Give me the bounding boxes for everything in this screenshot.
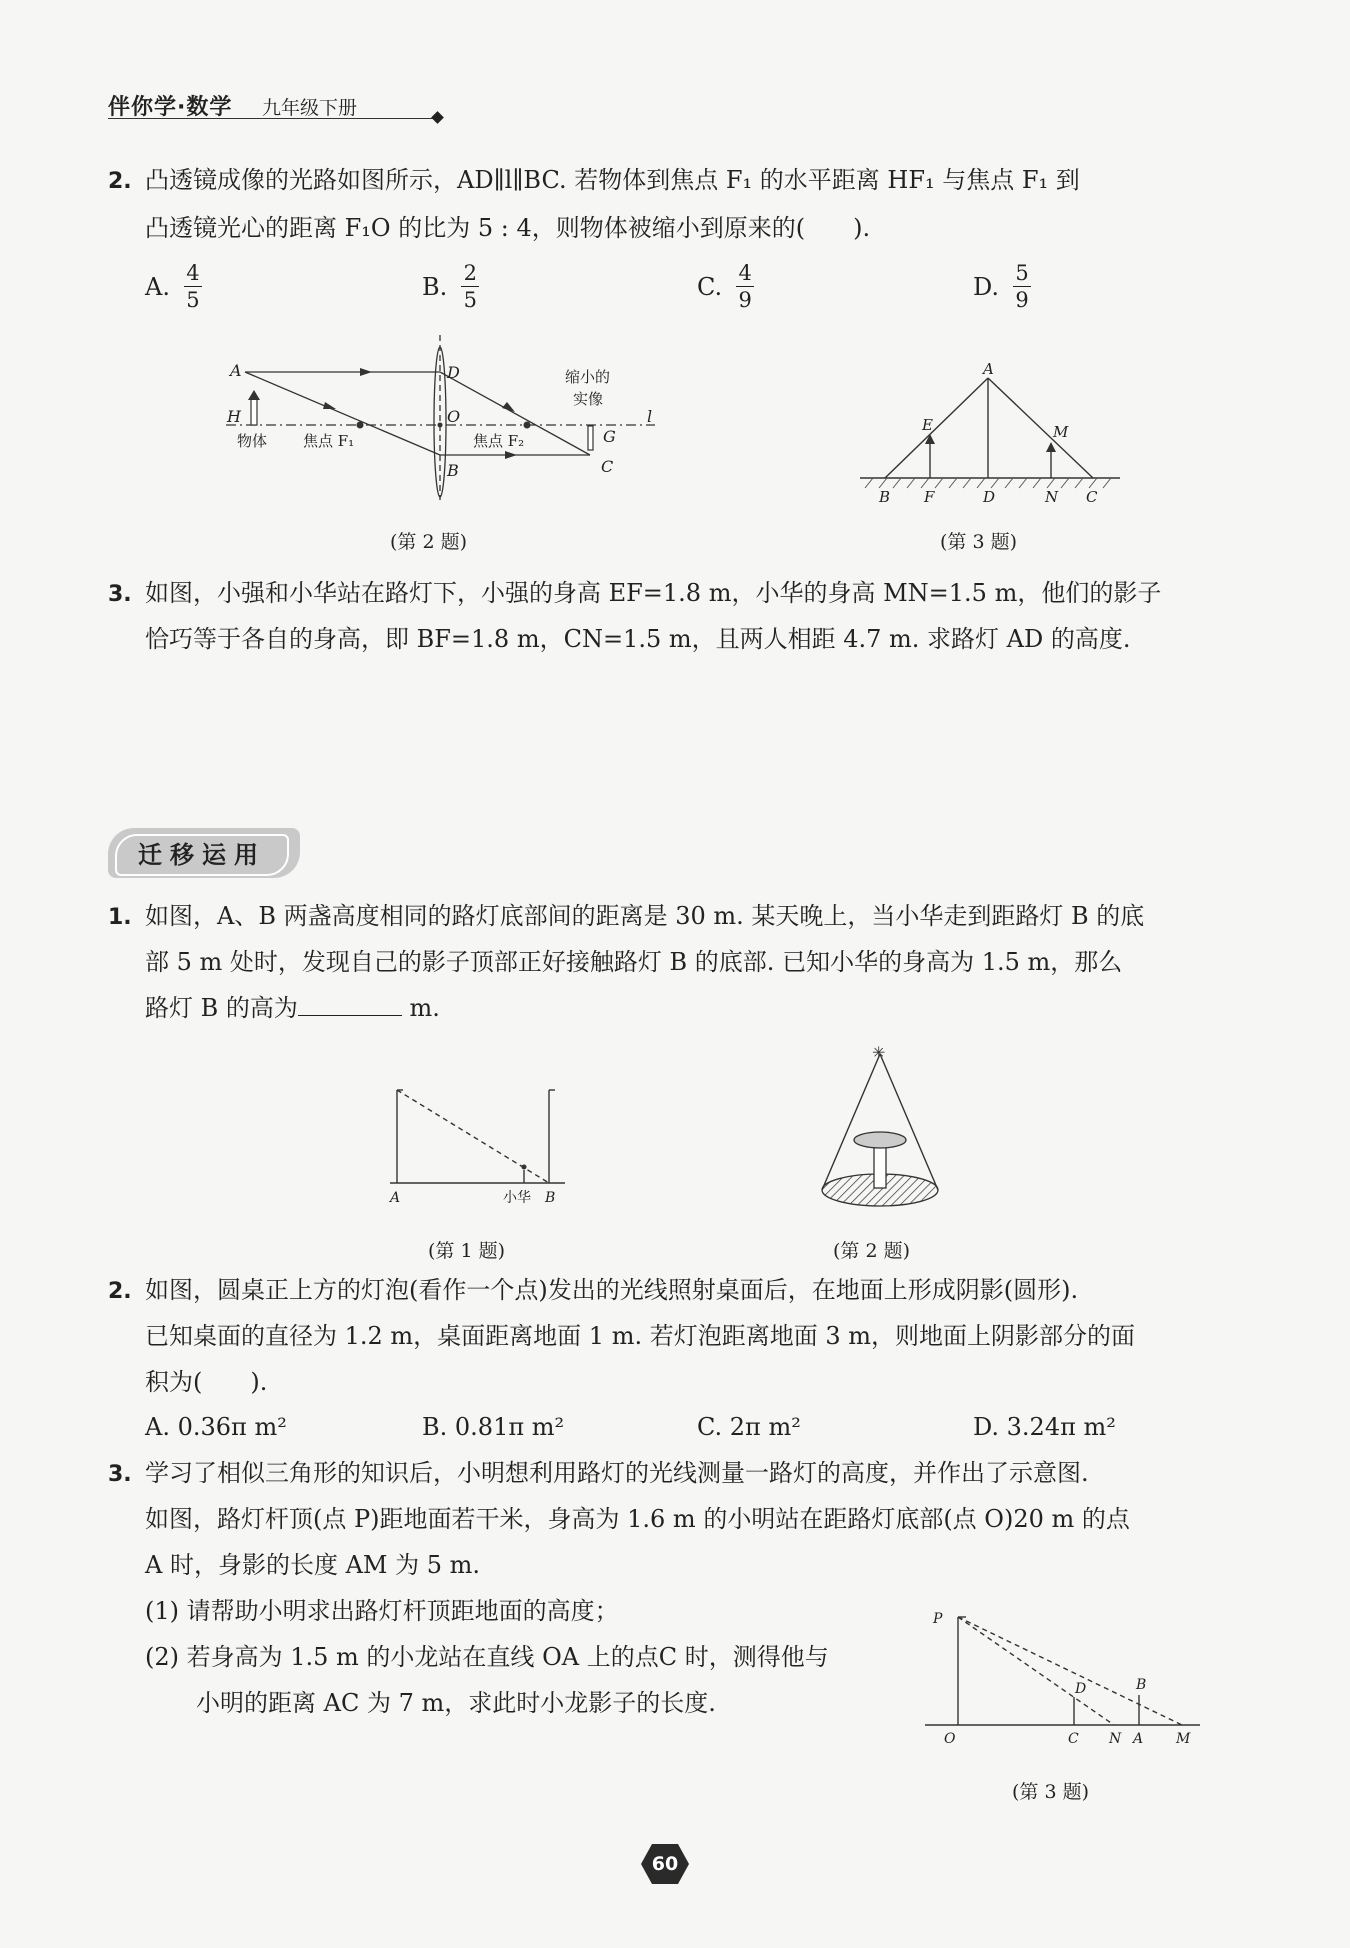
- option-letter: D.: [973, 1413, 1000, 1441]
- optical-center-o: [438, 423, 443, 428]
- lamp-figure: [855, 360, 1125, 510]
- lens-figure: [215, 330, 675, 520]
- denominator: 5: [463, 288, 477, 313]
- table-lamp-figure: [810, 1040, 950, 1220]
- option-fraction: [1013, 262, 1031, 311]
- figure-caption: (第 3 题): [1012, 1781, 1089, 1803]
- label-focus-f1: 焦点 F₁: [303, 432, 355, 450]
- option-letter: D.: [973, 272, 1000, 301]
- problem-number: 2.: [108, 1279, 132, 1304]
- image-arrow: [588, 426, 593, 450]
- focus-point-f1: [357, 422, 364, 429]
- figure-caption: (第 2 题): [390, 531, 467, 553]
- denominator: 5: [186, 288, 200, 313]
- option-b: [422, 262, 479, 311]
- label-g: G: [603, 427, 616, 446]
- option-text: 0.36π m²: [177, 1413, 287, 1441]
- label-c: C: [601, 457, 614, 476]
- answer-blank[interactable]: [298, 995, 402, 1016]
- header-grade: 九年级下册: [262, 97, 358, 119]
- label-e: E: [922, 416, 933, 434]
- option-c: [697, 1413, 801, 1442]
- label-p: P: [933, 1611, 943, 1627]
- option-c: [697, 262, 754, 311]
- label-b: B: [879, 488, 891, 506]
- light-ray-left: [822, 1054, 880, 1190]
- problem-text-line: 恰巧等于各自的身高，即 BF=1.8 m，CN=1.5 m，且两人相距 4.7 m. 求路灯 AD 的高度.: [145, 625, 1131, 653]
- figure-caption: (第 2 题): [833, 1240, 910, 1262]
- arrow-icon: [323, 402, 336, 409]
- label-c: C: [1086, 488, 1098, 506]
- label-image-line1: 缩小的: [565, 368, 611, 386]
- focus-point-f2: [524, 422, 531, 429]
- label-m: M: [1053, 423, 1069, 441]
- lamp-shadow-figure: [920, 1605, 1205, 1750]
- option-fraction: [461, 262, 479, 311]
- table-leg: [874, 1142, 886, 1188]
- denominator: 9: [738, 288, 752, 313]
- problem-text-line: 积为( ).: [145, 1368, 268, 1396]
- option-fraction: [736, 262, 754, 311]
- page-number: 60: [651, 1853, 679, 1875]
- problem-number: 1.: [108, 905, 132, 930]
- light-ray-ac: [988, 378, 1093, 478]
- bulb-icon: ✳: [872, 1043, 886, 1062]
- object-arrow: [251, 398, 257, 425]
- label-n: N: [1109, 1731, 1122, 1747]
- section-title: 迁移运用: [115, 834, 289, 876]
- option-b: [422, 1413, 564, 1442]
- option-a: [145, 1413, 287, 1442]
- person-head: [522, 1165, 527, 1170]
- label-o: O: [944, 1731, 956, 1747]
- label-object: 物体: [237, 432, 268, 450]
- label-f: F: [924, 488, 935, 506]
- label-person: 小华: [503, 1190, 531, 1206]
- problem-text-line: 如图，路灯杆顶(点 P)距地面若干米，身高为 1.6 m 的小明站在距路灯底部(点 O)20 m 的点: [145, 1505, 1130, 1533]
- option-letter: C.: [697, 272, 723, 301]
- label-b: B: [1136, 1677, 1147, 1693]
- sub-question-2-cont: 小明的距离 AC 为 7 m，求此时小龙影子的长度.: [196, 1689, 716, 1717]
- option-letter: A.: [145, 272, 170, 301]
- header-brand: 伴你学·数学: [108, 95, 233, 120]
- problem-text-line: 如图，A、B 两盏高度相同的路灯底部间的距离是 30 m. 某天晚上，当小华走到距路灯 B 的底: [145, 902, 1145, 930]
- label-a: A: [230, 361, 242, 380]
- label-focus-f2: 焦点 F₂: [473, 432, 525, 450]
- table-top: [854, 1132, 906, 1148]
- light-ray-ab: [885, 378, 988, 478]
- problem-number: 2.: [108, 169, 132, 194]
- label-l: l: [647, 407, 653, 426]
- problem-number: 3.: [108, 582, 132, 607]
- figure-caption: (第 3 题): [940, 531, 1017, 553]
- label-d: D: [447, 363, 460, 382]
- option-text: 0.81π m²: [454, 1413, 565, 1441]
- problem-text-line: 凸透镜成像的光路如图所示，AD∥l∥BC. 若物体到焦点 F₁ 的水平距离 HF₁ 与焦点 F₁ 到: [145, 166, 1080, 194]
- arrow-icon: [1046, 442, 1056, 452]
- sub-question-1: (1) 请帮助小明求出路灯杆顶距地面的高度；: [145, 1597, 619, 1625]
- option-letter: C.: [697, 1413, 723, 1441]
- numerator: 4: [186, 261, 200, 285]
- problem-number: 3.: [108, 1462, 132, 1487]
- numerator: 2: [463, 261, 477, 285]
- label-image-line2: 实像: [573, 390, 604, 408]
- label-d: D: [983, 488, 996, 506]
- label-o: O: [447, 407, 461, 426]
- numerator: 5: [1015, 261, 1029, 285]
- two-lamps-figure: [385, 1080, 575, 1210]
- light-ray-pn: [958, 1617, 1114, 1725]
- sub-question-2: (2) 若身高为 1.5 m 的小龙站在直线 OA 上的点C 时，测得他与: [145, 1643, 829, 1671]
- answer-prefix: 路灯 B 的高为: [145, 994, 298, 1022]
- label-h: H: [227, 407, 241, 426]
- problem-text-line: 如图，圆桌正上方的灯泡(看作一个点)发出的光线照射桌面后，在地面上形成阴影(圆形).: [145, 1276, 1079, 1304]
- option-d: [973, 1413, 1116, 1442]
- problem-text-line: 已知桌面的直径为 1.2 m，桌面距离地面 1 m. 若灯泡距离地面 3 m，则地面上阴影部分的面: [145, 1322, 1136, 1350]
- label-d: D: [1075, 1681, 1087, 1697]
- option-letter: A.: [145, 1413, 170, 1441]
- option-d: [973, 262, 1031, 311]
- answer-suffix: m.: [409, 994, 440, 1022]
- arrow-icon: [505, 451, 517, 459]
- problem-text-line: 部 5 m 处时，发现自己的影子顶部正好接触路灯 B 的底部. 已知小华的身高为 1.5 m，那么: [145, 948, 1123, 976]
- label-b: B: [447, 461, 459, 480]
- label-c: C: [1068, 1731, 1079, 1747]
- option-text: 2π m²: [729, 1413, 801, 1441]
- light-ray-right: [880, 1054, 938, 1190]
- label-a: A: [1133, 1731, 1144, 1747]
- figure-caption: (第 1 题): [428, 1240, 505, 1262]
- label-m: M: [1176, 1731, 1191, 1747]
- arrow-icon: [360, 368, 372, 376]
- problem-text-line: A 时，身影的长度 AM 为 5 m.: [145, 1551, 481, 1579]
- light-ray-pm: [958, 1617, 1182, 1725]
- label-b: B: [545, 1190, 556, 1206]
- object-arrow-head: [248, 390, 260, 400]
- numerator: 4: [738, 261, 752, 285]
- arrow-icon: [925, 434, 935, 444]
- header-diamond-icon: [431, 111, 444, 124]
- header-rule: [108, 118, 438, 119]
- option-letter: B.: [422, 1413, 448, 1441]
- denominator: 9: [1015, 288, 1029, 313]
- option-fraction: [184, 262, 202, 311]
- problem-text-line: [145, 994, 440, 1023]
- label-n: N: [1045, 488, 1059, 506]
- option-a: [145, 262, 202, 311]
- label-a: A: [390, 1190, 401, 1206]
- problem-text-line: 凸透镜光心的距离 F₁O 的比为 5 : 4，则物体被缩小到原来的( ).: [145, 214, 871, 242]
- problem-text-line: 如图，小强和小华站在路灯下，小强的身高 EF=1.8 m，小华的身高 MN=1.5 m，他们的影子: [145, 579, 1162, 607]
- label-a: A: [983, 360, 994, 378]
- light-ray: [397, 1090, 549, 1183]
- problem-text-line: 学习了相似三角形的知识后，小明想利用路灯的光线测量一路灯的高度，并作出了示意图.: [145, 1459, 1089, 1487]
- option-text: 3.24π m²: [1006, 1413, 1116, 1441]
- option-letter: B.: [422, 272, 448, 301]
